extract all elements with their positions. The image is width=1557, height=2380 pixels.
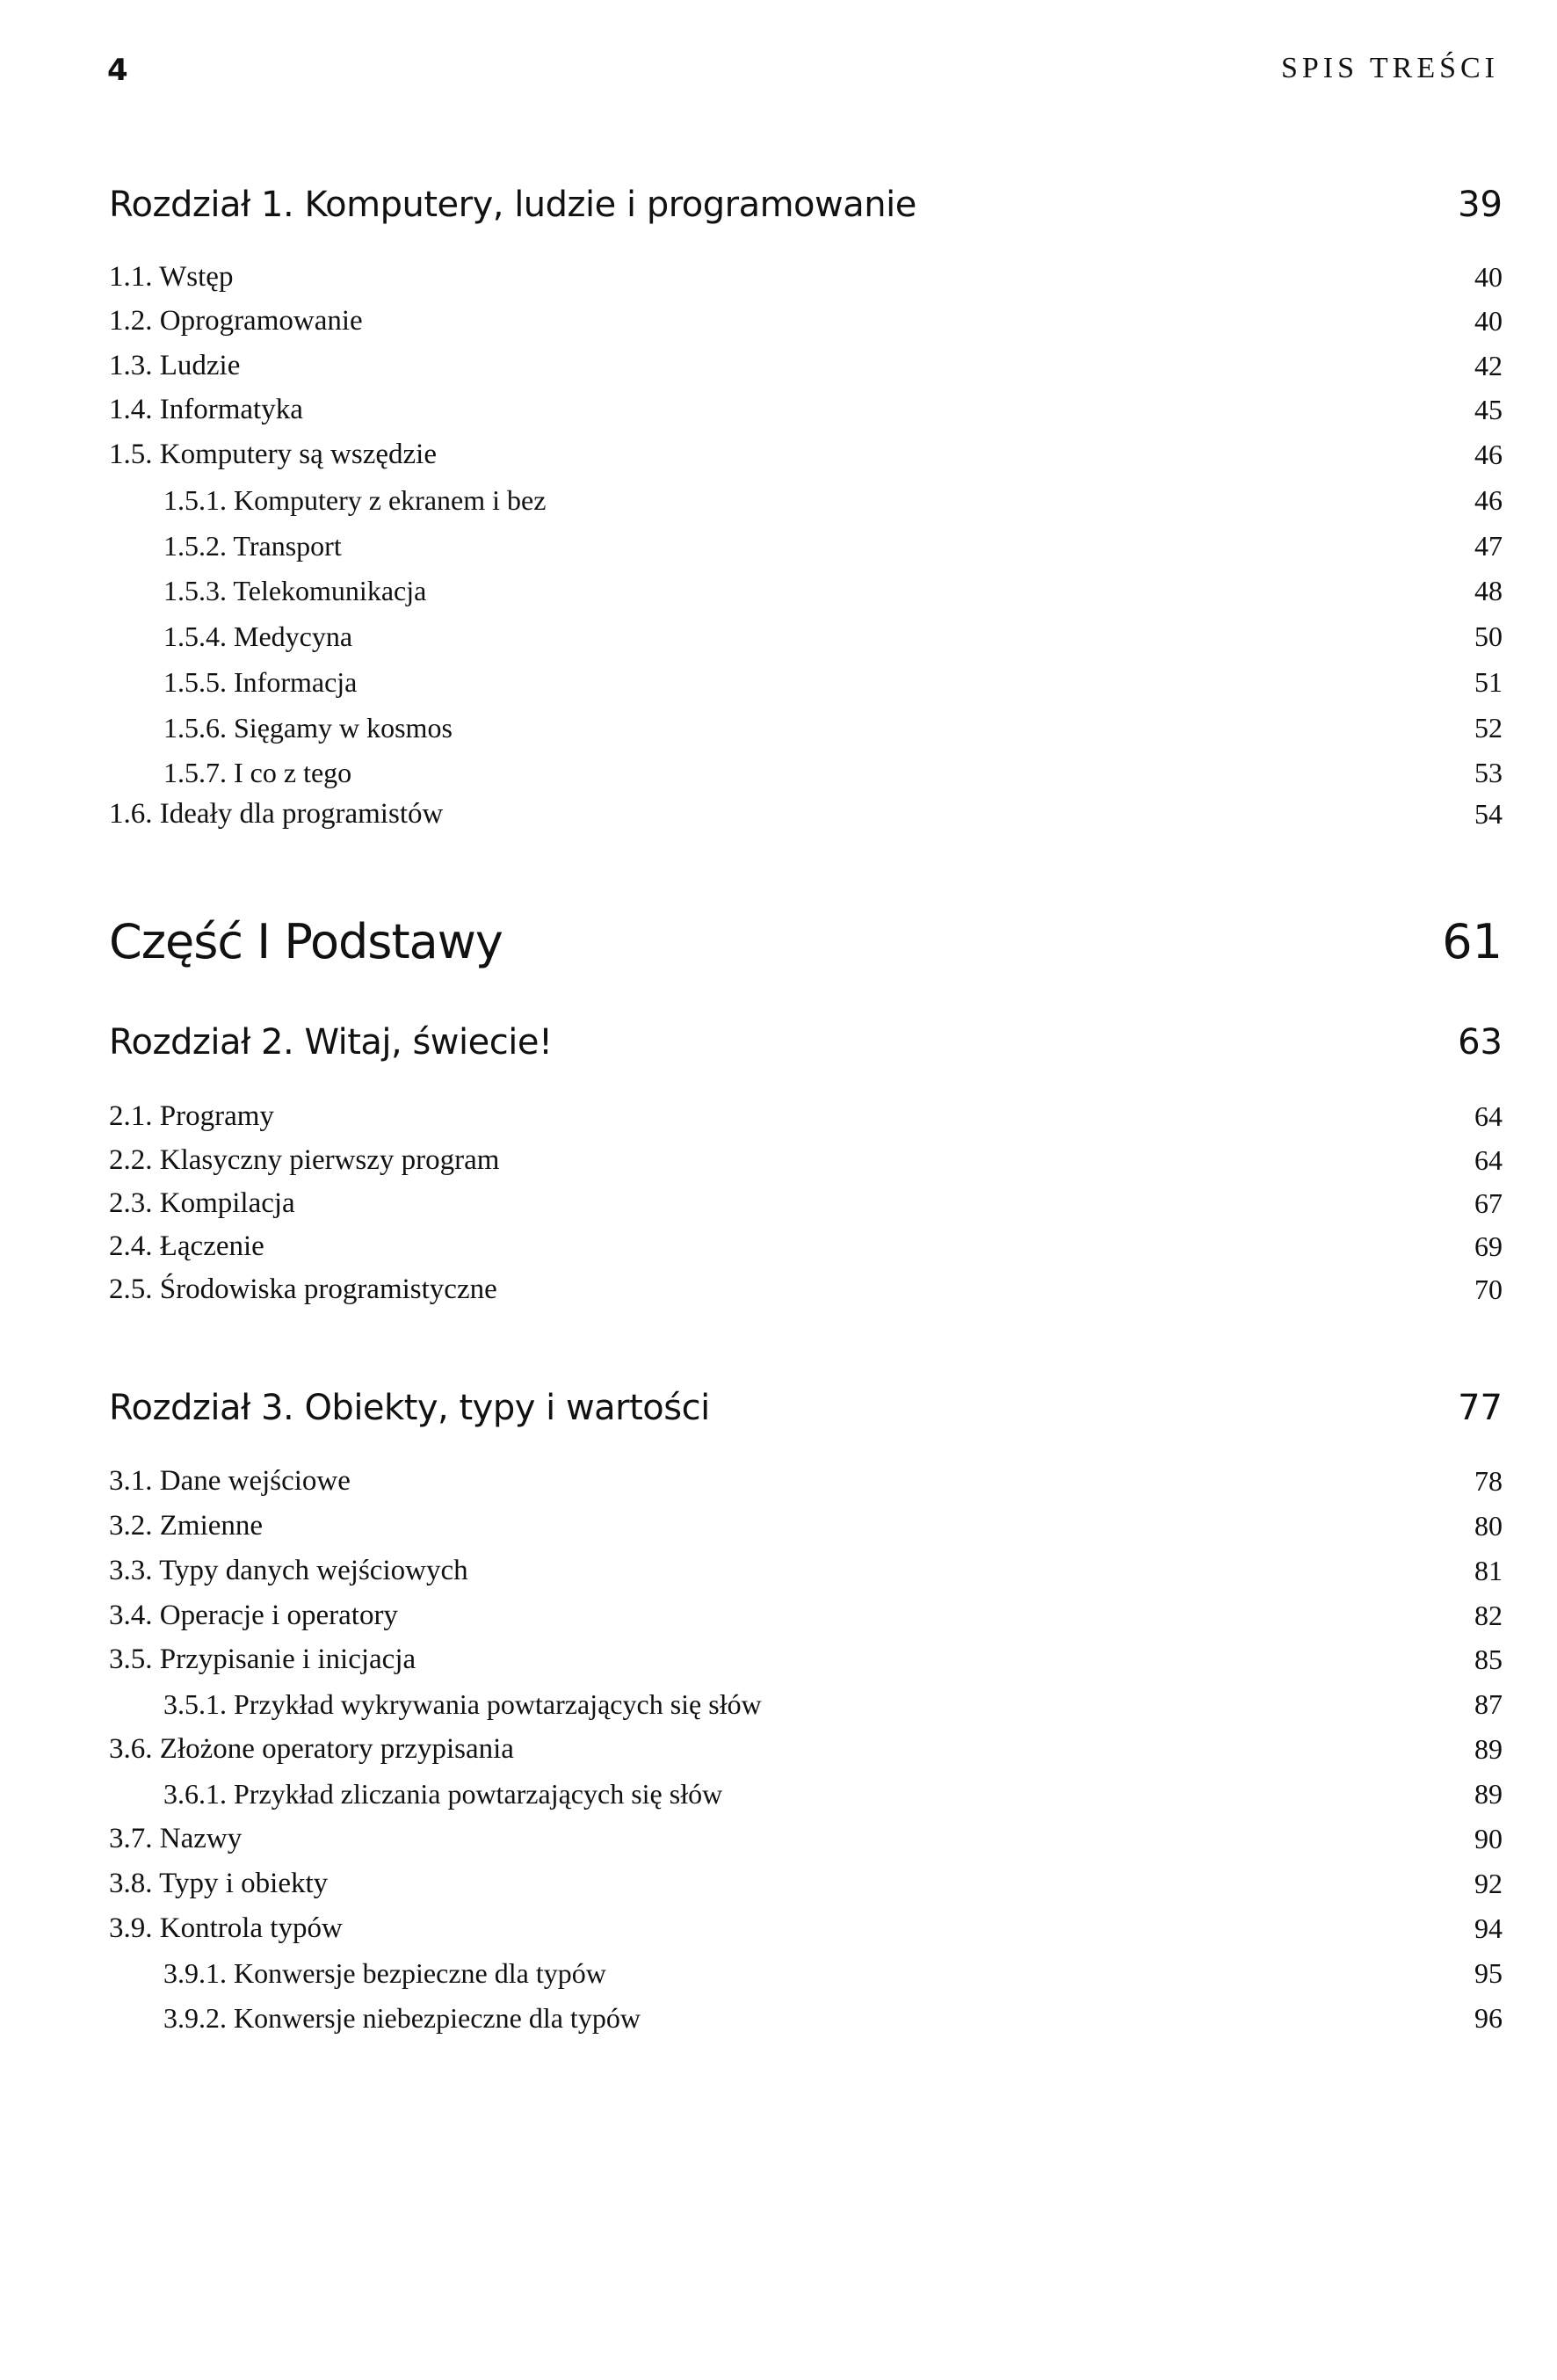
entry-label: 3.9.1. Konwersje bezpieczne dla typów <box>163 1957 606 1989</box>
entry-label: 2.5. Środowiska programistyczne <box>109 1273 497 1305</box>
entry-page: 78 <box>1474 1465 1503 1497</box>
entry-page: 90 <box>1474 1823 1503 1854</box>
entry-page: 87 <box>1474 1688 1503 1720</box>
running-head: SPIS TREŚCI <box>1280 52 1499 84</box>
entry-page: 53 <box>1474 757 1503 788</box>
entry-page: 46 <box>1474 439 1503 470</box>
entry-label: 1.5.1. Komputery z ekranem i bez <box>163 484 547 516</box>
entry-page: 81 <box>1474 1555 1503 1586</box>
entry-label: 1.6. Ideały dla programistów <box>109 798 444 830</box>
entry-page: 95 <box>1474 1957 1503 1989</box>
chapter-page: 63 <box>1458 1022 1503 1063</box>
entry-label: 1.5.3. Telekomunikacja <box>163 575 427 606</box>
entry-page: 50 <box>1474 620 1503 652</box>
entry-page: 40 <box>1474 261 1503 293</box>
entry-label: 1.5.2. Transport <box>163 530 342 562</box>
entry-page: 85 <box>1474 1644 1503 1675</box>
entry-label: 3.6.1. Przykład zliczania powtarzających się słów <box>163 1778 723 1810</box>
entry-label: 3.5. Przypisanie i inicjacja <box>109 1644 416 1675</box>
part-page: 61 <box>1442 914 1503 969</box>
entry-page: 51 <box>1474 666 1503 698</box>
entry-label: 3.2. Zmienne <box>109 1510 264 1542</box>
entry-page: 89 <box>1474 1778 1503 1810</box>
entry-label: 2.4. Łączenie <box>109 1230 264 1262</box>
entry-page: 52 <box>1474 712 1503 744</box>
entry-page: 82 <box>1474 1600 1503 1631</box>
entry-label: 1.3. Ludzie <box>109 350 241 381</box>
entry-label: 3.9.2. Konwersje niebezpieczne dla typów <box>163 2002 641 2034</box>
part-title: Część I Podstawy <box>109 914 503 969</box>
entry-page: 42 <box>1474 350 1503 381</box>
entry-label: 3.5.1. Przykład wykrywania powtarzających się słów <box>163 1688 762 1720</box>
entry-label: 3.6. Złożone operatory przypisania <box>109 1733 514 1765</box>
entry-page: 64 <box>1474 1144 1503 1176</box>
entry-page: 94 <box>1474 1912 1503 1944</box>
entry-label: 3.1. Dane wejściowe <box>109 1465 351 1497</box>
entry-page: 67 <box>1474 1187 1503 1219</box>
entry-label: 1.1. Wstęp <box>109 261 234 293</box>
entry-label: 3.9. Kontrola typów <box>109 1912 343 1944</box>
entry-label: 1.2. Oprogramowanie <box>109 305 363 337</box>
entry-page: 70 <box>1474 1273 1503 1305</box>
chapter-title: Rozdział 2. Witaj, świecie! <box>109 1022 553 1063</box>
entry-page: 64 <box>1474 1100 1503 1132</box>
entry-page: 45 <box>1474 394 1503 425</box>
entry-page: 80 <box>1474 1510 1503 1542</box>
entry-label: 2.2. Klasyczny pierwszy program <box>109 1144 500 1176</box>
entry-label: 1.5.6. Sięgamy w kosmos <box>163 712 453 744</box>
entry-label: 1.5.5. Informacja <box>163 666 358 698</box>
chapter-page: 77 <box>1458 1388 1503 1428</box>
entry-page: 48 <box>1474 575 1503 606</box>
entry-page: 96 <box>1474 2002 1503 2034</box>
entry-label: 2.3. Kompilacja <box>109 1187 295 1219</box>
chapter-title: Rozdział 3. Obiekty, typy i wartości <box>109 1388 710 1428</box>
entry-label: 3.7. Nazwy <box>109 1823 243 1854</box>
entry-page: 46 <box>1474 484 1503 516</box>
entry-label: 2.1. Programy <box>109 1100 274 1132</box>
entry-page: 69 <box>1474 1230 1503 1262</box>
entry-label: 1.5.7. I co z tego <box>163 757 352 788</box>
entry-label: 3.3. Typy danych wejściowych <box>109 1555 468 1586</box>
entry-page: 89 <box>1474 1733 1503 1765</box>
entry-page: 92 <box>1474 1868 1503 1899</box>
entry-label: 3.4. Operacje i operatory <box>109 1600 398 1631</box>
chapter-page: 39 <box>1458 185 1503 225</box>
entry-page: 40 <box>1474 305 1503 337</box>
entry-label: 1.4. Informatyka <box>109 394 303 425</box>
chapter-title: Rozdział 1. Komputery, ludzie i programowanie <box>109 185 916 225</box>
entry-page: 54 <box>1474 798 1503 830</box>
entry-page: 47 <box>1474 530 1503 562</box>
entry-label: 1.5. Komputery są wszędzie <box>109 439 437 470</box>
entry-label: 3.8. Typy i obiekty <box>109 1868 329 1899</box>
page-number: 4 <box>107 53 128 88</box>
entry-label: 1.5.4. Medycyna <box>163 620 353 652</box>
